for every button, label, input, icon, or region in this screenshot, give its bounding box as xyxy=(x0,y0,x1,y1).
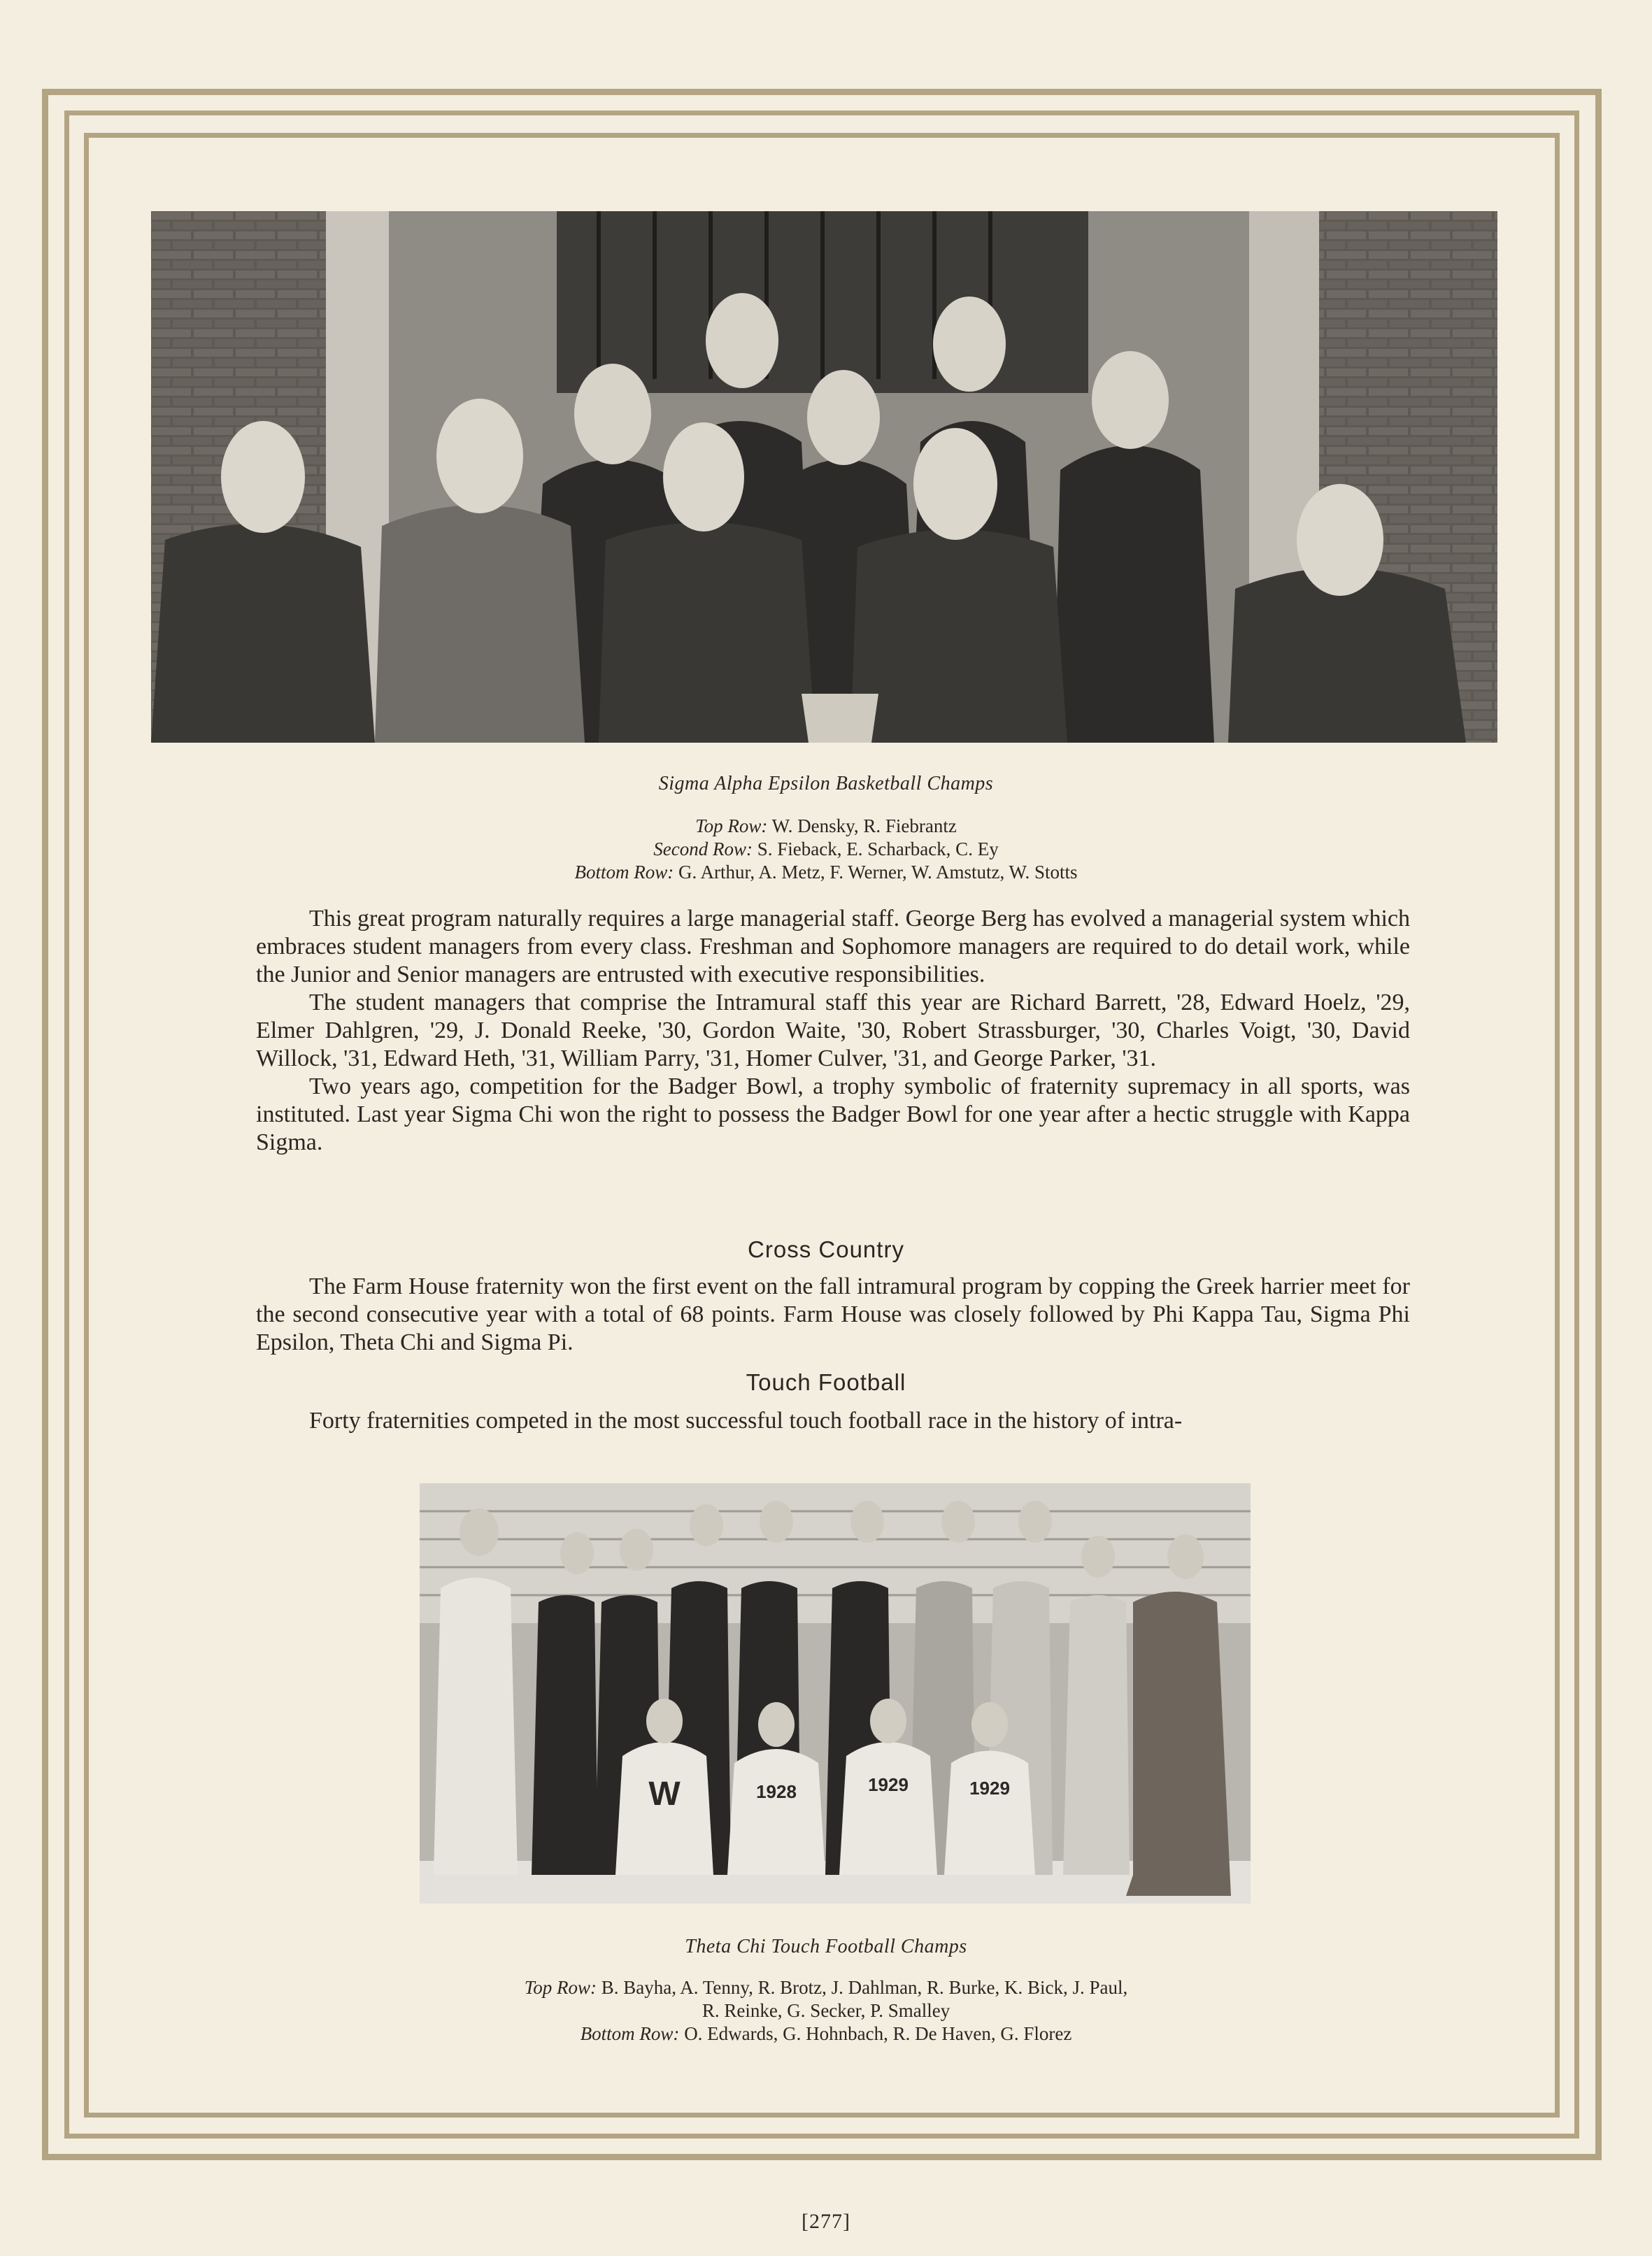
bottom-photo-row-2: Bottom Row: O. Edwards, G. Hohnbach, R. De Haven, G. Florez xyxy=(580,2023,1072,2044)
top-photo-row-1: Top Row: W. Densky, R. Fiebrantz xyxy=(695,815,957,836)
basketball-team-photo xyxy=(151,211,1497,743)
top-photo-caption: Sigma Alpha Epsilon Basketball Champs xyxy=(658,773,994,794)
bottom-photo-row-1: Top Row: B. Bayha, A. Tenny, R. Brotz, J. Dahlman, R. Burke, K. Bick, J. Paul, xyxy=(524,1977,1128,1998)
bottom-photo-row-1-cont: R. Reinke, G. Secker, P. Smalley xyxy=(702,2000,950,2021)
touch-football-text xyxy=(256,1407,1410,1435)
heading-touch-football: Touch Football xyxy=(746,1369,906,1395)
sweater-label-1929-b: 1929 xyxy=(969,1778,1010,1799)
page-number: [277] xyxy=(802,2210,850,2233)
bottom-photo-caption: Theta Chi Touch Football Champs xyxy=(685,1936,967,1957)
sweater-label-1928: 1928 xyxy=(756,1781,797,1802)
football-team-photo xyxy=(420,1483,1251,1904)
top-photo-row-2: Second Row: S. Fieback, E. Scharback, C. Ey xyxy=(653,838,999,859)
paragraph-badger-bowl: Two years ago, competition for the Badger Bowl, a trophy symbolic of fraternity supremacy in all sports, was instituted. Last year Sigma Chi won the right to possess the Badger Bowl for one year after a hectic struggle with Kappa Sigma. xyxy=(256,1073,1410,1155)
bottom-photo-names xyxy=(0,1976,1652,2046)
heading-cross-country: Cross Country xyxy=(748,1236,904,1262)
cross-country-text xyxy=(256,1273,1410,1357)
body-intro xyxy=(256,905,1410,1157)
paragraph-student-managers: The student managers that comprise the Intramural staff this year are Richard Barrett, '28, Edward Hoelz, '29, Elmer Dahlgren, '29, J. Donald Reeke, '30, Gordon Waite, '30, Robert Strassburger, '30, Charles Voigt, '30, David Willock, '31, Edward Heth, '31, William Parry, '31, Homer Culver, '31, and George Parker, '31. xyxy=(256,990,1410,1071)
top-photo-names xyxy=(0,815,1652,884)
sweater-label-w: W xyxy=(648,1776,681,1813)
sweater-label-1929-a: 1929 xyxy=(868,1774,909,1795)
paragraph-cross-country: The Farm House fraternity won the first event on the fall intramural program by copping the Greek harrier meet for the second consecutive year with a total of 68 points. Farm House was closely followed by Phi Kappa Tau, Sigma Phi Epsilon, Theta Chi and Sigma Pi. xyxy=(256,1273,1410,1355)
top-photo-row-3: Bottom Row: G. Arthur, A. Metz, F. Werner, W. Amstutz, W. Stotts xyxy=(574,862,1078,883)
paragraph-managerial-staff: This great program naturally requires a large managerial staff. George Berg has evolved a managerial system which embraces student managers from every class. Freshman and Sophomore managers are required to do detail work, while the Junior and Senior managers are entrusted with executive responsibilities. xyxy=(256,906,1410,987)
paragraph-touch-football: Forty fraternities competed in the most successful touch football race in the history of intra- xyxy=(309,1408,1183,1434)
